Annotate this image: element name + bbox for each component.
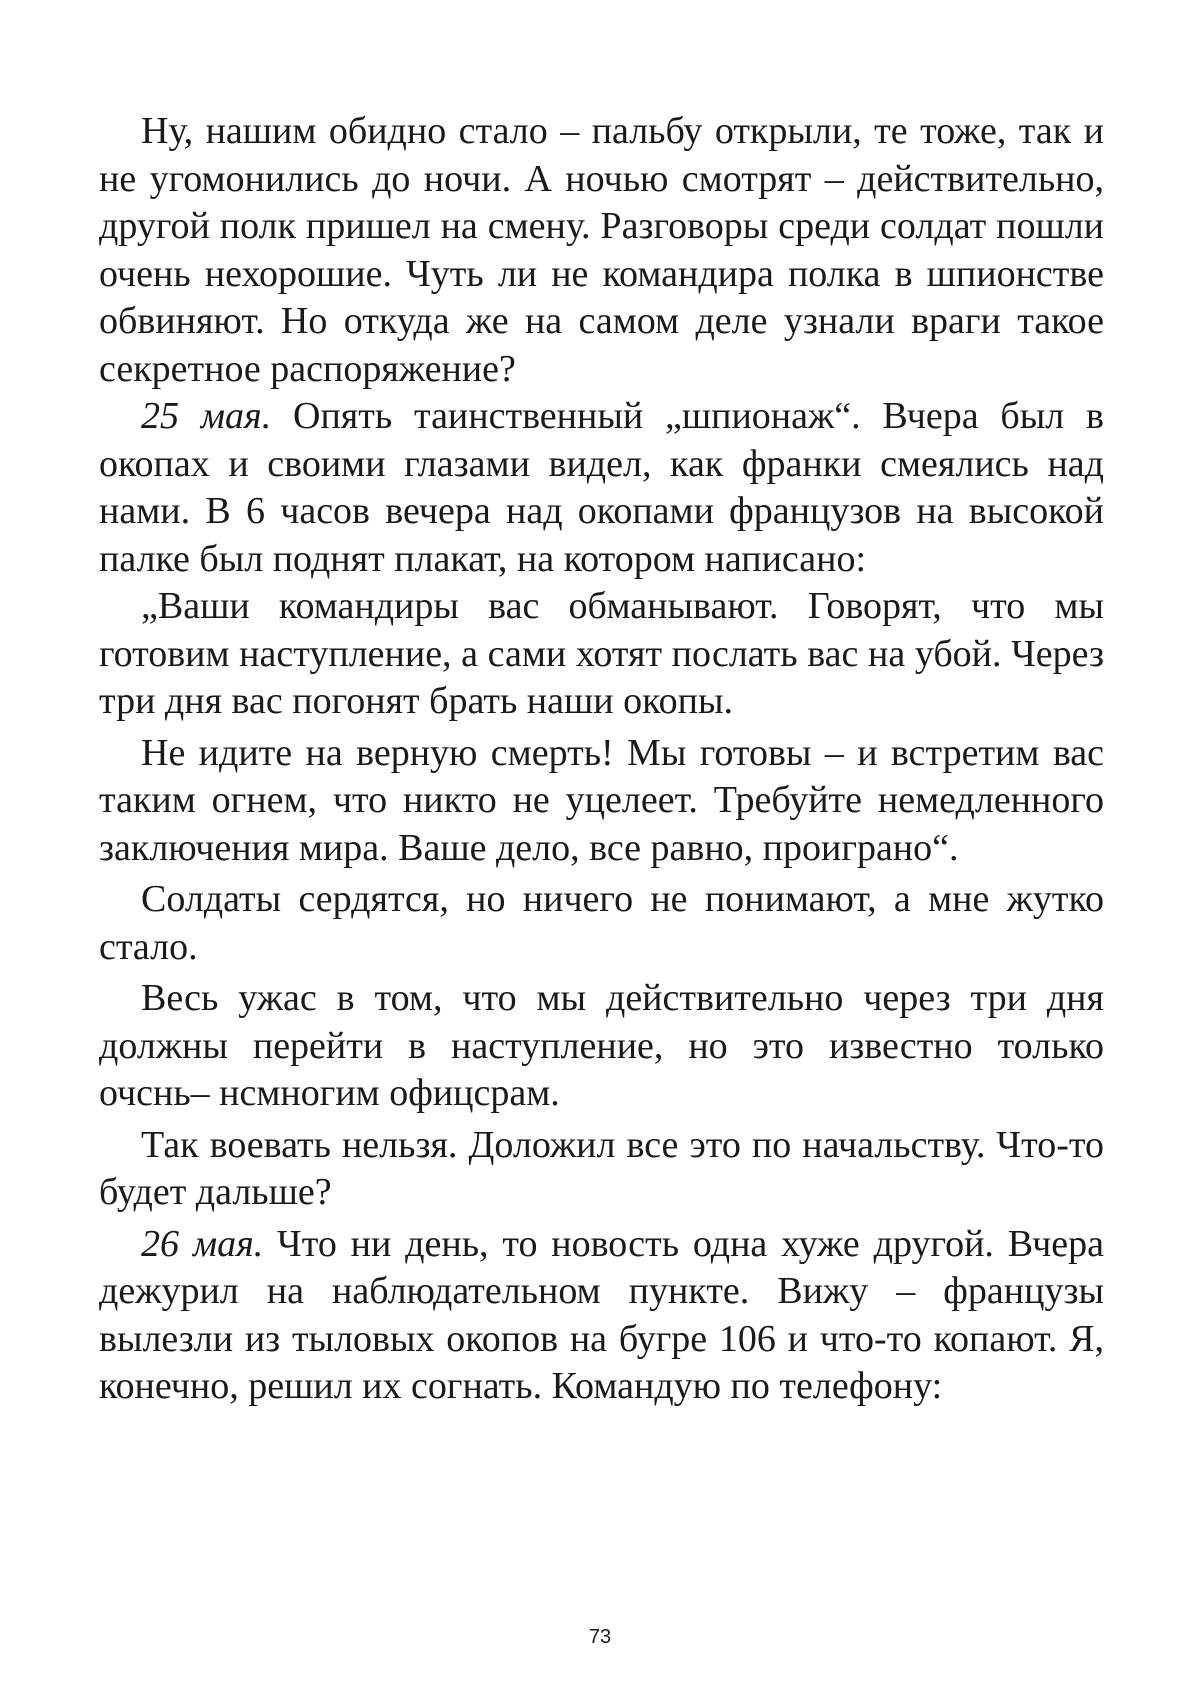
paragraph-6: Весь ужас в том, что мы действительно через три дня должны перейти в наступление, но это известно только очснь– нсмногим офицсрам.	[99, 977, 1104, 1114]
diary-date: 26 мая.	[141, 1222, 264, 1265]
paragraph-2	[99, 393, 1104, 583]
paragraph-text: Опять таинственный „шпионаж“. Вчера был в окопах и своими глазами видел, как франки смеялись над нами. В 6 часов вечера над окопами французов на высокой палке был поднят плакат, на котором написано:	[99, 395, 1104, 580]
paragraph-8	[99, 1221, 1104, 1411]
paragraph-1: Ну, нашим обидно стало – пальбу открыли, те тоже, так и не угомонились до ночи. А ночью смотрят – действительно, другой полк пришел на смену. Разговоры среди солдат пошли очень нехорошие. Чуть ли не командира полка в шпионстве обвиняют. Но откуда же на самом деле узнали враги такое секретное распоряжение?	[99, 110, 1104, 390]
paragraph-text: Что ни день, то новость одна хуже другой. Вчера дежурил на наблюдательном пункте. Вижу – французы вылезли из тыловых окопов на бугре 106 и что-то копают. Я, конечно, решил их согнать. Командую по телефону:	[99, 1222, 1104, 1407]
page-body	[99, 108, 1104, 1411]
diary-date: 25 мая.	[141, 395, 272, 437]
paragraph-3: „Ваши командиры вас обманывают. Говорят, что мы готовим наступление, а сами хотят послать вас на убой. Через три дня вас погонят брать наши окопы.	[99, 585, 1104, 722]
paragraph-5: Солдаты сердятся, но ничего не понимают, а мне жутко стало.	[99, 878, 1104, 968]
paragraph-4: Не идите на верную смерть! Мы готовы – и встретим вас таким огнем, что никто не уцелеет. Требуйте немедленного заключения мира. Ваше дело, все равно, проиграно“.	[99, 731, 1104, 869]
paragraph-7: Так воевать нельзя. Доложил все это по начальству. Что-то будет дальше?	[99, 1123, 1104, 1213]
page-number: 73	[588, 1626, 612, 1648]
